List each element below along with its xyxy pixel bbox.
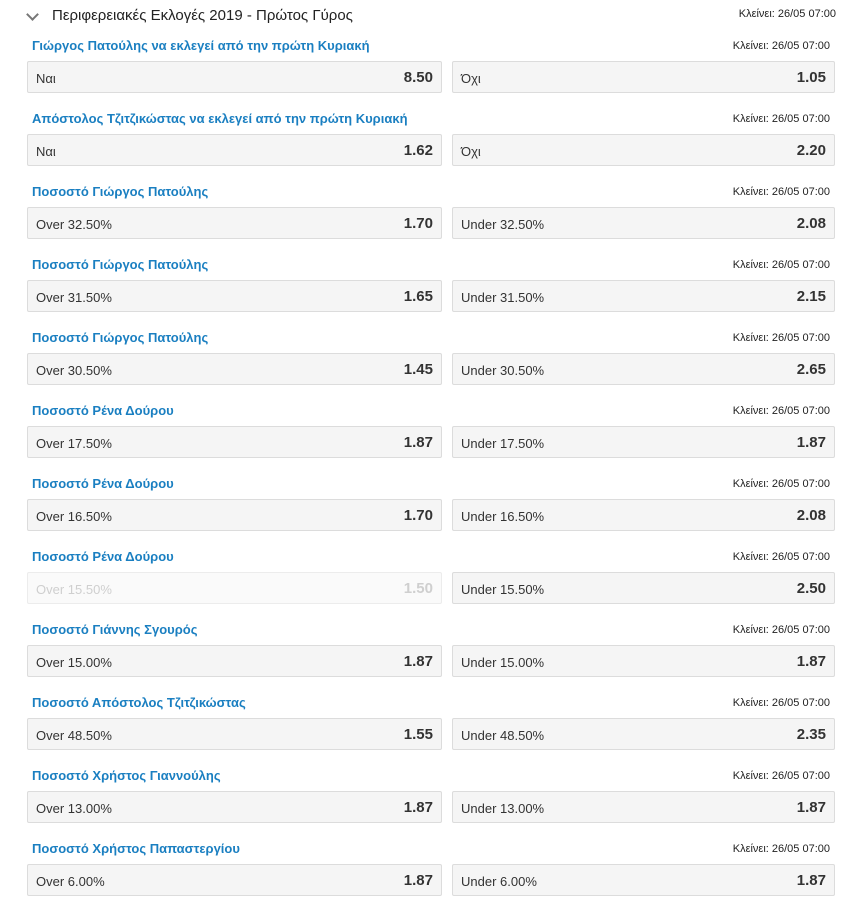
odds-label: Under 31.50%: [461, 290, 545, 305]
market-row: [0, 251, 862, 324]
odds-button-right[interactable]: [452, 134, 835, 166]
chevron-down-icon[interactable]: [26, 8, 39, 21]
market-close-time: Κλείνει: 26/05 07:00: [732, 259, 830, 271]
odds-label: Under 15.50%: [461, 582, 545, 597]
odds-label: Under 15.00%: [461, 655, 545, 670]
market-close-time: Κλείνει: 26/05 07:00: [732, 405, 830, 417]
market-row: [0, 543, 862, 616]
market-close-time: Κλείνει: 26/05 07:00: [732, 624, 830, 636]
odds-label: Over 48.50%: [36, 728, 112, 743]
odds-button-right[interactable]: [452, 718, 835, 750]
market-title[interactable]: Ποσοστό Ρένα Δούρου: [32, 476, 174, 491]
odds-price: 2.20: [796, 142, 826, 159]
odds-label: Under 30.50%: [461, 363, 545, 378]
odds-price: 2.65: [796, 361, 826, 378]
market-close-time: Κλείνει: 26/05 07:00: [732, 113, 830, 125]
section-close-time: Κλείνει: 26/05 07:00: [738, 8, 836, 20]
odds-price: 1.05: [796, 69, 826, 86]
market-title[interactable]: Ποσοστό Απόστολος Τζιτζικώστας: [32, 695, 246, 710]
market-title[interactable]: Ποσοστό Ρένα Δούρου: [32, 403, 174, 418]
market-title[interactable]: Ποσοστό Γιάννης Σγουρός: [32, 622, 198, 637]
market-title[interactable]: Ποσοστό Ρένα Δούρου: [32, 549, 174, 564]
odds-price: 1.87: [403, 653, 433, 670]
market-title[interactable]: Ποσοστό Γιώργος Πατούλης: [32, 257, 209, 272]
market-title[interactable]: Γιώργος Πατούλης να εκλεγεί από την πρώτη Κυριακή: [32, 38, 370, 53]
odds-price: 1.65: [403, 288, 433, 305]
odds-button-left[interactable]: [27, 791, 442, 823]
odds-button-left[interactable]: [27, 864, 442, 896]
odds-button-right[interactable]: [452, 280, 835, 312]
odds-label: Under 48.50%: [461, 728, 545, 743]
odds-price: 2.08: [796, 215, 826, 232]
market-row: [0, 105, 862, 178]
odds-button-right[interactable]: [452, 207, 835, 239]
odds-price: 1.62: [403, 142, 433, 159]
odds-price: 2.15: [796, 288, 826, 305]
odds-button-right[interactable]: [452, 572, 835, 604]
odds-label: Over 6.00%: [36, 874, 105, 889]
odds-label: Over 17.50%: [36, 436, 112, 451]
odds-price: 1.50: [403, 580, 433, 597]
market-close-time: Κλείνει: 26/05 07:00: [732, 332, 830, 344]
market-title[interactable]: Ποσοστό Χρήστος Γιαννούλης: [32, 768, 221, 783]
market-row: [0, 835, 862, 908]
market-row: [0, 689, 862, 762]
section-header[interactable]: [0, 0, 862, 32]
market-title[interactable]: Ποσοστό Χρήστος Παπαστεργίου: [32, 841, 240, 856]
market-row: [0, 616, 862, 689]
odds-button-right[interactable]: [452, 864, 835, 896]
odds-label: Under 32.50%: [461, 217, 545, 232]
odds-button-left[interactable]: [27, 353, 442, 385]
odds-label: Ναι: [36, 144, 56, 159]
market-row: [0, 178, 862, 251]
market-row: [0, 470, 862, 543]
odds-button-left[interactable]: [27, 280, 442, 312]
odds-label: Over 32.50%: [36, 217, 112, 232]
odds-price: 1.87: [403, 872, 433, 889]
section-title: Περιφερειακές Εκλογές 2019 - Πρώτος Γύρος: [52, 7, 353, 24]
market-row: [0, 32, 862, 105]
odds-price: 1.87: [796, 434, 826, 451]
odds-button-left[interactable]: [27, 134, 442, 166]
odds-label: Over 31.50%: [36, 290, 112, 305]
market-close-time: Κλείνει: 26/05 07:00: [732, 697, 830, 709]
market-close-time: Κλείνει: 26/05 07:00: [732, 551, 830, 563]
market-list: [0, 32, 862, 908]
odds-price: 1.87: [796, 799, 826, 816]
odds-button-left[interactable]: [27, 499, 442, 531]
odds-label: Όχι: [461, 71, 481, 86]
market-close-time: Κλείνει: 26/05 07:00: [732, 186, 830, 198]
odds-label: Over 30.50%: [36, 363, 112, 378]
odds-label: Over 16.50%: [36, 509, 112, 524]
odds-price: 8.50: [403, 69, 433, 86]
odds-label: Under 17.50%: [461, 436, 545, 451]
odds-price: 1.87: [403, 434, 433, 451]
odds-button-left[interactable]: [27, 207, 442, 239]
odds-price: 1.45: [403, 361, 433, 378]
market-row: [0, 397, 862, 470]
odds-price: 2.08: [796, 507, 826, 524]
odds-button-right[interactable]: [452, 353, 835, 385]
market-close-time: Κλείνει: 26/05 07:00: [732, 843, 830, 855]
odds-label: Όχι: [461, 144, 481, 159]
odds-label: Under 6.00%: [461, 874, 537, 889]
market-title[interactable]: Ποσοστό Γιώργος Πατούλης: [32, 330, 209, 345]
odds-price: 1.87: [796, 872, 826, 889]
odds-button-right[interactable]: [452, 426, 835, 458]
odds-button-left: [27, 572, 442, 604]
odds-price: 1.55: [403, 726, 433, 743]
odds-button-right[interactable]: [452, 499, 835, 531]
market-close-time: Κλείνει: 26/05 07:00: [732, 770, 830, 782]
odds-price: 2.50: [796, 580, 826, 597]
odds-label: Over 13.00%: [36, 801, 112, 816]
market-title[interactable]: Ποσοστό Γιώργος Πατούλης: [32, 184, 209, 199]
odds-price: 1.87: [796, 653, 826, 670]
odds-label: Under 13.00%: [461, 801, 545, 816]
odds-button-right[interactable]: [452, 791, 835, 823]
market-close-time: Κλείνει: 26/05 07:00: [732, 40, 830, 52]
odds-button-left[interactable]: [27, 61, 442, 93]
market-title[interactable]: Απόστολος Τζιτζικώστας να εκλεγεί από την πρώτη Κυριακή: [32, 111, 408, 126]
odds-button-right[interactable]: [452, 645, 835, 677]
market-close-time: Κλείνει: 26/05 07:00: [732, 478, 830, 490]
odds-button-left[interactable]: [27, 426, 442, 458]
odds-price: 2.35: [796, 726, 826, 743]
odds-label: Ναι: [36, 71, 56, 86]
odds-label: Under 16.50%: [461, 509, 545, 524]
odds-button-left[interactable]: [27, 718, 442, 750]
market-row: [0, 762, 862, 835]
odds-price: 1.70: [403, 215, 433, 232]
market-row: [0, 324, 862, 397]
odds-price: 1.87: [403, 799, 433, 816]
odds-label: Over 15.50%: [36, 582, 112, 597]
odds-button-left[interactable]: [27, 645, 442, 677]
odds-button-right[interactable]: [452, 61, 835, 93]
odds-price: 1.70: [403, 507, 433, 524]
odds-label: Over 15.00%: [36, 655, 112, 670]
